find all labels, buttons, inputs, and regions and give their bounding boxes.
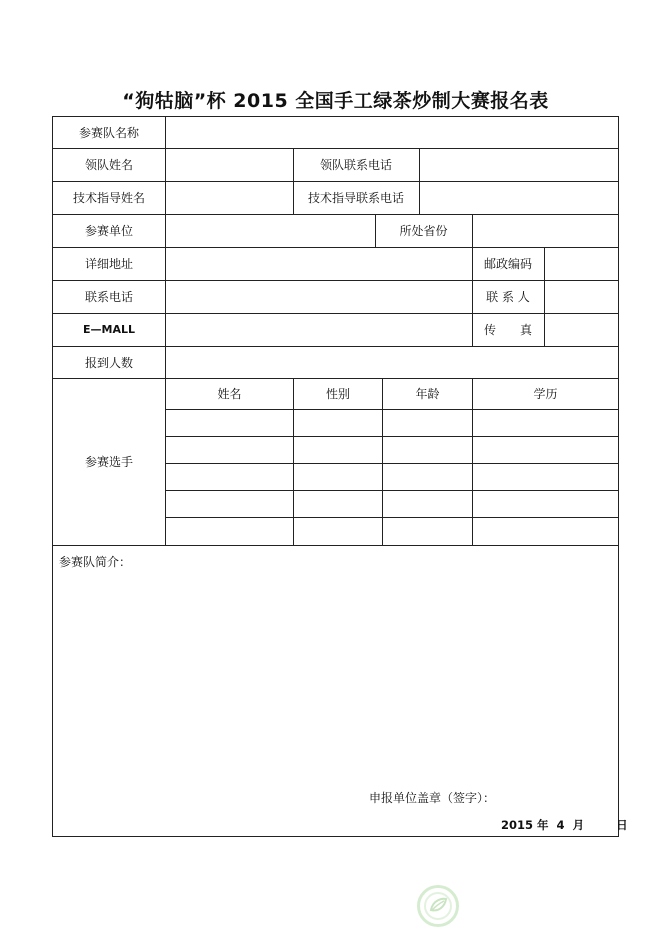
contact-input[interactable] bbox=[545, 280, 618, 313]
province-label: 所处省份 bbox=[399, 224, 448, 238]
date-day-unit: 日 bbox=[616, 818, 628, 832]
leaf-icon bbox=[420, 888, 456, 924]
tech-name-input[interactable] bbox=[166, 181, 293, 214]
date-year-unit: 年 bbox=[537, 818, 549, 832]
leader-phone-input[interactable] bbox=[420, 148, 618, 181]
player-row[interactable] bbox=[166, 518, 618, 545]
count-input[interactable] bbox=[166, 346, 618, 378]
leader-name-label: 领队姓名 bbox=[84, 158, 133, 172]
address-label: 详细地址 bbox=[84, 257, 133, 271]
column-header-name: 姓名 bbox=[217, 387, 242, 401]
team-name-label: 参赛队名称 bbox=[78, 126, 139, 140]
leader-phone-label: 领队联系电话 bbox=[319, 158, 392, 172]
column-header-age: 年龄 bbox=[415, 387, 440, 401]
team-name-input[interactable] bbox=[166, 117, 618, 148]
date-month-unit: 月 bbox=[572, 818, 585, 832]
players-label: 参赛选手 bbox=[84, 455, 133, 469]
unit-label: 参赛单位 bbox=[84, 224, 133, 238]
player-row[interactable] bbox=[166, 410, 618, 436]
tech-phone-input[interactable] bbox=[420, 181, 618, 214]
contact-label: 联 系 人 bbox=[486, 290, 530, 304]
player-row[interactable] bbox=[166, 437, 618, 463]
date-line bbox=[501, 817, 628, 833]
fax-input[interactable] bbox=[545, 313, 618, 346]
column-header-education: 学历 bbox=[533, 387, 558, 401]
player-row[interactable] bbox=[166, 491, 618, 517]
address-input[interactable] bbox=[166, 247, 472, 280]
date-year: 2015 bbox=[501, 818, 534, 832]
form-title: “狗牯脑”杯 2015 全国手工绿茶炒制大赛报名表 bbox=[122, 90, 549, 112]
team-intro-label: 参赛队简介： bbox=[59, 555, 132, 569]
tea-leaf-seal-icon bbox=[417, 885, 459, 927]
postcode-input[interactable] bbox=[545, 247, 618, 280]
province-input[interactable] bbox=[473, 214, 618, 247]
registration-form bbox=[52, 116, 628, 837]
sign-label: 申报单位盖章（签字）： bbox=[369, 791, 496, 805]
date-month: 4 bbox=[556, 818, 565, 832]
unit-input[interactable] bbox=[166, 214, 375, 247]
postcode-label: 邮政编码 bbox=[483, 257, 532, 271]
phone-input[interactable] bbox=[166, 280, 472, 313]
row-divider bbox=[53, 545, 618, 546]
column-header-gender: 性别 bbox=[325, 387, 350, 401]
email-label: E—MALL bbox=[83, 323, 135, 336]
tech-phone-label: 技术指导联系电话 bbox=[307, 191, 404, 205]
leader-name-input[interactable] bbox=[166, 148, 293, 181]
email-input[interactable] bbox=[166, 313, 472, 346]
fax-label: 传 真 bbox=[483, 323, 532, 337]
player-row[interactable] bbox=[166, 464, 618, 490]
phone-label: 联系电话 bbox=[84, 290, 133, 304]
tech-name-label: 技术指导姓名 bbox=[72, 191, 145, 205]
count-label: 报到人数 bbox=[84, 355, 133, 370]
